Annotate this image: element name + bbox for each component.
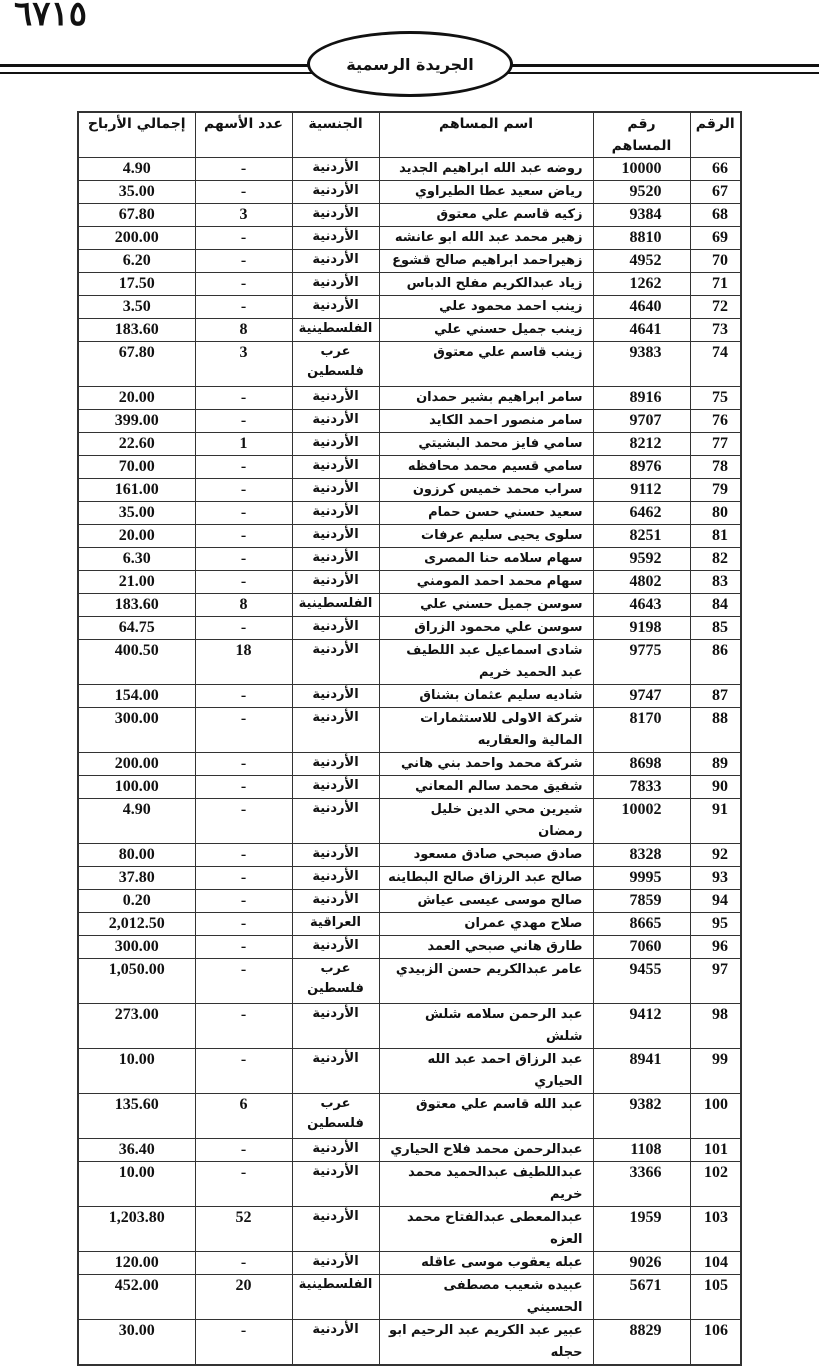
table-row — [78, 342, 741, 387]
cell-share-count: - — [195, 571, 292, 594]
cell-share-count: - — [195, 525, 292, 548]
cell-index: 93 — [690, 867, 741, 890]
cell-nationality: الأردنية — [292, 1252, 379, 1275]
cell-shareholder-number: 8170 — [593, 708, 690, 753]
table-row — [78, 685, 741, 708]
cell-nationality: الأردنية — [292, 479, 379, 502]
cell-shareholder-number: 6462 — [593, 502, 690, 525]
cell-shareholder-number: 9112 — [593, 479, 690, 502]
table-row — [78, 1207, 741, 1252]
cell-shareholder-name: شيرين محي الدين خليل رمضان — [379, 799, 593, 844]
cell-total-profit: 70.00 — [78, 456, 195, 479]
cell-shareholder-name: عبير عبد الكريم عبد الرحيم ابو حجله — [379, 1320, 593, 1366]
cell-shareholder-number: 7859 — [593, 890, 690, 913]
table-row — [78, 273, 741, 296]
cell-shareholder-name: روضه عبد الله ابراهيم الجديد — [379, 158, 593, 181]
cell-shareholder-name: صادق صبحي صادق مسعود — [379, 844, 593, 867]
cell-nationality: الفلسطينية — [292, 594, 379, 617]
cell-total-profit: 452.00 — [78, 1275, 195, 1320]
cell-share-count: 3 — [195, 204, 292, 227]
cell-index: 94 — [690, 890, 741, 913]
table-body — [78, 158, 741, 1366]
table-row — [78, 1139, 741, 1162]
cell-share-count: - — [195, 867, 292, 890]
cell-nationality: عرب فلسطين — [292, 959, 379, 1004]
cell-total-profit: 80.00 — [78, 844, 195, 867]
table-row — [78, 1094, 741, 1139]
cell-share-count: - — [195, 1320, 292, 1366]
cell-shareholder-name: عامر عبدالكريم حسن الزبيدي — [379, 959, 593, 1004]
cell-total-profit: 183.60 — [78, 319, 195, 342]
cell-index: 91 — [690, 799, 741, 844]
cell-index: 104 — [690, 1252, 741, 1275]
cell-nationality: الأردنية — [292, 685, 379, 708]
cell-total-profit: 200.00 — [78, 753, 195, 776]
cell-shareholder-number: 8698 — [593, 753, 690, 776]
cell-shareholder-number: 4643 — [593, 594, 690, 617]
cell-share-count: - — [195, 1252, 292, 1275]
cell-total-profit: 20.00 — [78, 387, 195, 410]
cell-index: 67 — [690, 181, 741, 204]
cell-index: 87 — [690, 685, 741, 708]
cell-nationality: الأردنية — [292, 204, 379, 227]
table-row — [78, 181, 741, 204]
cell-shareholder-name: عبدالرحمن محمد فلاح الحياري — [379, 1139, 593, 1162]
table-row — [78, 250, 741, 273]
cell-index: 90 — [690, 776, 741, 799]
table-row — [78, 753, 741, 776]
cell-index: 73 — [690, 319, 741, 342]
cell-shareholder-name: صالح عبد الرزاق صالح البطاينه — [379, 867, 593, 890]
cell-share-count: - — [195, 502, 292, 525]
cell-total-profit: 400.50 — [78, 640, 195, 685]
cell-share-count: - — [195, 456, 292, 479]
table-row — [78, 913, 741, 936]
cell-nationality: الأردنية — [292, 1049, 379, 1094]
cell-share-count: - — [195, 250, 292, 273]
cell-nationality: الأردنية — [292, 936, 379, 959]
cell-nationality: الأردنية — [292, 273, 379, 296]
table-row — [78, 1275, 741, 1320]
cell-shareholder-name: رياض سعيد عطا الطيراوي — [379, 181, 593, 204]
cell-total-profit: 273.00 — [78, 1004, 195, 1049]
cell-nationality: الأردنية — [292, 640, 379, 685]
cell-share-count: 8 — [195, 594, 292, 617]
cell-shareholder-number: 9520 — [593, 181, 690, 204]
cell-nationality: عرب فلسطين — [292, 1094, 379, 1139]
cell-total-profit: 67.80 — [78, 204, 195, 227]
cell-total-profit: 135.60 — [78, 1094, 195, 1139]
cell-index: 88 — [690, 708, 741, 753]
cell-total-profit: 35.00 — [78, 502, 195, 525]
cell-total-profit: 35.00 — [78, 181, 195, 204]
shareholders-table — [77, 111, 742, 1366]
cell-index: 82 — [690, 548, 741, 571]
table-row — [78, 799, 741, 844]
cell-index: 71 — [690, 273, 741, 296]
cell-share-count: - — [195, 799, 292, 844]
cell-shareholder-name: شاديه سليم عثمان بشناق — [379, 685, 593, 708]
cell-share-count: - — [195, 913, 292, 936]
cell-nationality: الأردنية — [292, 890, 379, 913]
cell-shareholder-number: 1262 — [593, 273, 690, 296]
cell-shareholder-name: عبداللطيف عبدالحميد محمد خريم — [379, 1162, 593, 1207]
cell-nationality: العراقية — [292, 913, 379, 936]
table-row — [78, 548, 741, 571]
cell-index: 70 — [690, 250, 741, 273]
cell-shareholder-number: 8665 — [593, 913, 690, 936]
table-row — [78, 890, 741, 913]
cell-total-profit: 4.90 — [78, 799, 195, 844]
cell-shareholder-name: عبيده شعيب مصطفى الحسيني — [379, 1275, 593, 1320]
cell-shareholder-number: 7833 — [593, 776, 690, 799]
cell-index: 77 — [690, 433, 741, 456]
table-row — [78, 1004, 741, 1049]
cell-shareholder-number: 9026 — [593, 1252, 690, 1275]
cell-nationality: الأردنية — [292, 1320, 379, 1366]
cell-nationality: الأردنية — [292, 844, 379, 867]
cell-share-count: - — [195, 1004, 292, 1049]
table-row — [78, 296, 741, 319]
table-row — [78, 227, 741, 250]
table-row — [78, 479, 741, 502]
shareholders-table-container — [77, 111, 740, 1366]
cell-nationality: الأردنية — [292, 1162, 379, 1207]
cell-total-profit: 17.50 — [78, 273, 195, 296]
cell-nationality: الأردنية — [292, 502, 379, 525]
cell-share-count: - — [195, 1139, 292, 1162]
cell-shareholder-name: شركة الاولى للاستثمارات المالية والعقاريه — [379, 708, 593, 753]
cell-total-profit: 36.40 — [78, 1139, 195, 1162]
cell-shareholder-number: 9198 — [593, 617, 690, 640]
cell-shareholder-number: 9384 — [593, 204, 690, 227]
table-row — [78, 617, 741, 640]
cell-total-profit: 1,203.80 — [78, 1207, 195, 1252]
cell-shareholder-number: 9707 — [593, 410, 690, 433]
cell-shareholder-name: طارق هاني صبحي العمد — [379, 936, 593, 959]
table-row — [78, 844, 741, 867]
cell-shareholder-name: شركة محمد واحمد بني هاني — [379, 753, 593, 776]
cell-total-profit: 67.80 — [78, 342, 195, 387]
cell-index: 102 — [690, 1162, 741, 1207]
column-header-index: الرقم — [690, 112, 741, 158]
table-row — [78, 1049, 741, 1094]
table-row — [78, 594, 741, 617]
cell-total-profit: 399.00 — [78, 410, 195, 433]
cell-shareholder-number: 4952 — [593, 250, 690, 273]
cell-share-count: - — [195, 959, 292, 1004]
cell-shareholder-number: 9383 — [593, 342, 690, 387]
cell-index: 103 — [690, 1207, 741, 1252]
cell-share-count: - — [195, 708, 292, 753]
cell-share-count: 1 — [195, 433, 292, 456]
column-header-shareholder-name: اسم المساهم — [379, 112, 593, 158]
cell-index: 79 — [690, 479, 741, 502]
cell-share-count: 6 — [195, 1094, 292, 1139]
cell-shareholder-name: زهير محمد عبد الله ابو عانشه — [379, 227, 593, 250]
column-header-shareholder-number: رقم المساهم — [593, 112, 690, 158]
cell-nationality: الأردنية — [292, 525, 379, 548]
cell-total-profit: 22.60 — [78, 433, 195, 456]
cell-shareholder-name: سامي فايز محمد البشيتي — [379, 433, 593, 456]
cell-total-profit: 100.00 — [78, 776, 195, 799]
cell-share-count: - — [195, 181, 292, 204]
cell-shareholder-number: 10000 — [593, 158, 690, 181]
cell-index: 81 — [690, 525, 741, 548]
cell-shareholder-number: 7060 — [593, 936, 690, 959]
cell-shareholder-name: سلوى يحيى سليم عرفات — [379, 525, 593, 548]
cell-total-profit: 4.90 — [78, 158, 195, 181]
cell-shareholder-name: سوسن علي محمود الزراق — [379, 617, 593, 640]
cell-shareholder-name: شفيق محمد سالم المعاني — [379, 776, 593, 799]
cell-nationality: الأردنية — [292, 617, 379, 640]
page-number: ٦٧١٥ — [14, 0, 88, 34]
table-row — [78, 936, 741, 959]
cell-shareholder-name: عبد الرزاق احمد عبد الله الحياري — [379, 1049, 593, 1094]
cell-share-count: - — [195, 387, 292, 410]
cell-total-profit: 154.00 — [78, 685, 195, 708]
table-row — [78, 525, 741, 548]
cell-shareholder-name: سعيد حسني حسن حمام — [379, 502, 593, 525]
cell-shareholder-name: شادى اسماعيل عبد اللطيف عبد الحميد خريم — [379, 640, 593, 685]
cell-shareholder-number: 9412 — [593, 1004, 690, 1049]
cell-total-profit: 37.80 — [78, 867, 195, 890]
cell-total-profit: 64.75 — [78, 617, 195, 640]
table-row — [78, 1252, 741, 1275]
table-header-row — [78, 112, 741, 158]
cell-nationality: الأردنية — [292, 799, 379, 844]
cell-shareholder-number: 9747 — [593, 685, 690, 708]
cell-index: 68 — [690, 204, 741, 227]
cell-share-count: - — [195, 753, 292, 776]
cell-total-profit: 6.30 — [78, 548, 195, 571]
cell-shareholder-name: سامر ابراهيم بشير حمدان — [379, 387, 593, 410]
cell-index: 74 — [690, 342, 741, 387]
cell-total-profit: 6.20 — [78, 250, 195, 273]
cell-shareholder-name: سامر منصور احمد الكايد — [379, 410, 593, 433]
table-row — [78, 387, 741, 410]
cell-nationality: الأردنية — [292, 158, 379, 181]
cell-nationality: الفلسطينية — [292, 1275, 379, 1320]
cell-nationality: الأردنية — [292, 433, 379, 456]
cell-shareholder-name: صالح موسى عيسى عياش — [379, 890, 593, 913]
cell-nationality: الأردنية — [292, 571, 379, 594]
cell-share-count: - — [195, 548, 292, 571]
column-header-nationality: الجنسية — [292, 112, 379, 158]
cell-shareholder-name: سهام سلامه حنا المصرى — [379, 548, 593, 571]
cell-nationality: الأردنية — [292, 708, 379, 753]
cell-nationality: الأردنية — [292, 1207, 379, 1252]
cell-total-profit: 2,012.50 — [78, 913, 195, 936]
cell-shareholder-number: 8829 — [593, 1320, 690, 1366]
cell-share-count: - — [195, 479, 292, 502]
table-row — [78, 776, 741, 799]
cell-share-count: - — [195, 158, 292, 181]
cell-index: 84 — [690, 594, 741, 617]
cell-shareholder-number: 8251 — [593, 525, 690, 548]
cell-shareholder-number: 4641 — [593, 319, 690, 342]
cell-share-count: - — [195, 296, 292, 319]
cell-shareholder-number: 3366 — [593, 1162, 690, 1207]
cell-shareholder-name: عبد الله قاسم علي معتوق — [379, 1094, 593, 1139]
cell-share-count: - — [195, 776, 292, 799]
cell-shareholder-name: عبد الرحمن سلامه شلش شلش — [379, 1004, 593, 1049]
table-row — [78, 959, 741, 1004]
gazette-title: الجريدة الرسمية — [307, 31, 513, 97]
cell-shareholder-number: 8328 — [593, 844, 690, 867]
cell-total-profit: 10.00 — [78, 1049, 195, 1094]
table-row — [78, 502, 741, 525]
cell-index: 75 — [690, 387, 741, 410]
cell-shareholder-number: 10002 — [593, 799, 690, 844]
cell-nationality: الأردنية — [292, 456, 379, 479]
cell-total-profit: 183.60 — [78, 594, 195, 617]
cell-index: 98 — [690, 1004, 741, 1049]
table-row — [78, 410, 741, 433]
cell-nationality: الأردنية — [292, 181, 379, 204]
cell-index: 66 — [690, 158, 741, 181]
cell-share-count: - — [195, 1049, 292, 1094]
cell-share-count: 18 — [195, 640, 292, 685]
cell-shareholder-number: 8976 — [593, 456, 690, 479]
cell-share-count: - — [195, 227, 292, 250]
cell-index: 83 — [690, 571, 741, 594]
cell-nationality: الأردنية — [292, 753, 379, 776]
cell-share-count: - — [195, 617, 292, 640]
cell-index: 106 — [690, 1320, 741, 1366]
cell-index: 100 — [690, 1094, 741, 1139]
cell-shareholder-number: 1108 — [593, 1139, 690, 1162]
cell-shareholder-number: 9995 — [593, 867, 690, 890]
cell-shareholder-name: سهام محمد احمد المومني — [379, 571, 593, 594]
cell-shareholder-number: 9775 — [593, 640, 690, 685]
cell-total-profit: 10.00 — [78, 1162, 195, 1207]
table-row — [78, 456, 741, 479]
cell-shareholder-number: 9455 — [593, 959, 690, 1004]
cell-index: 78 — [690, 456, 741, 479]
cell-share-count: - — [195, 890, 292, 913]
cell-shareholder-name: عبدالمعطى عبدالفتاح محمد العزه — [379, 1207, 593, 1252]
cell-shareholder-name: زينب جميل حسني علي — [379, 319, 593, 342]
cell-index: 72 — [690, 296, 741, 319]
table-row — [78, 433, 741, 456]
cell-share-count: - — [195, 410, 292, 433]
cell-shareholder-name: صلاح مهدي عمران — [379, 913, 593, 936]
cell-total-profit: 30.00 — [78, 1320, 195, 1366]
cell-nationality: الفلسطينية — [292, 319, 379, 342]
table-row — [78, 867, 741, 890]
cell-shareholder-name: زهيراحمد ابراهيم صالح قشوع — [379, 250, 593, 273]
cell-shareholder-number: 8810 — [593, 227, 690, 250]
cell-share-count: - — [195, 1162, 292, 1207]
cell-nationality: الأردنية — [292, 387, 379, 410]
cell-nationality: الأردنية — [292, 1139, 379, 1162]
cell-index: 86 — [690, 640, 741, 685]
cell-nationality: عرب فلسطين — [292, 342, 379, 387]
cell-share-count: - — [195, 685, 292, 708]
cell-total-profit: 200.00 — [78, 227, 195, 250]
cell-index: 96 — [690, 936, 741, 959]
table-row — [78, 640, 741, 685]
cell-share-count: - — [195, 936, 292, 959]
cell-index: 101 — [690, 1139, 741, 1162]
cell-index: 80 — [690, 502, 741, 525]
cell-nationality: الأردنية — [292, 227, 379, 250]
cell-index: 85 — [690, 617, 741, 640]
cell-total-profit: 161.00 — [78, 479, 195, 502]
table-row — [78, 1320, 741, 1366]
cell-shareholder-number: 4802 — [593, 571, 690, 594]
cell-shareholder-name: سوسن جميل حسني علي — [379, 594, 593, 617]
cell-index: 97 — [690, 959, 741, 1004]
cell-index: 89 — [690, 753, 741, 776]
table-row — [78, 571, 741, 594]
cell-index: 92 — [690, 844, 741, 867]
cell-total-profit: 300.00 — [78, 936, 195, 959]
cell-shareholder-number: 9382 — [593, 1094, 690, 1139]
cell-shareholder-number: 9592 — [593, 548, 690, 571]
cell-shareholder-name: زينب احمد محمود علي — [379, 296, 593, 319]
cell-total-profit: 20.00 — [78, 525, 195, 548]
cell-index: 99 — [690, 1049, 741, 1094]
cell-shareholder-name: سامي قسيم محمد محافظه — [379, 456, 593, 479]
cell-share-count: 3 — [195, 342, 292, 387]
cell-total-profit: 120.00 — [78, 1252, 195, 1275]
cell-nationality: الأردنية — [292, 776, 379, 799]
cell-index: 69 — [690, 227, 741, 250]
cell-share-count: 8 — [195, 319, 292, 342]
cell-shareholder-number: 4640 — [593, 296, 690, 319]
cell-shareholder-name: زكيه قاسم علي معتوق — [379, 204, 593, 227]
cell-total-profit: 300.00 — [78, 708, 195, 753]
cell-share-count: - — [195, 844, 292, 867]
table-row — [78, 204, 741, 227]
cell-nationality: الأردنية — [292, 296, 379, 319]
cell-total-profit: 3.50 — [78, 296, 195, 319]
cell-index: 105 — [690, 1275, 741, 1320]
table-row — [78, 708, 741, 753]
column-header-share-count: عدد الأسهم — [195, 112, 292, 158]
cell-nationality: الأردنية — [292, 1004, 379, 1049]
cell-shareholder-name: زياد عبدالكريم مفلح الدباس — [379, 273, 593, 296]
cell-total-profit: 0.20 — [78, 890, 195, 913]
cell-shareholder-number: 8941 — [593, 1049, 690, 1094]
cell-index: 76 — [690, 410, 741, 433]
cell-nationality: الأردنية — [292, 867, 379, 890]
cell-shareholder-number: 8212 — [593, 433, 690, 456]
cell-nationality: الأردنية — [292, 548, 379, 571]
cell-index: 95 — [690, 913, 741, 936]
cell-share-count: - — [195, 273, 292, 296]
cell-nationality: الأردنية — [292, 250, 379, 273]
cell-total-profit: 21.00 — [78, 571, 195, 594]
table-row — [78, 158, 741, 181]
table-row — [78, 319, 741, 342]
cell-shareholder-number: 5671 — [593, 1275, 690, 1320]
cell-shareholder-name: سراب محمد خميس كرزون — [379, 479, 593, 502]
cell-total-profit: 1,050.00 — [78, 959, 195, 1004]
cell-share-count: 20 — [195, 1275, 292, 1320]
cell-nationality: الأردنية — [292, 410, 379, 433]
cell-shareholder-name: زينب قاسم علي معتوق — [379, 342, 593, 387]
cell-share-count: 52 — [195, 1207, 292, 1252]
cell-shareholder-name: عبله يعقوب موسى عاقله — [379, 1252, 593, 1275]
cell-shareholder-number: 1959 — [593, 1207, 690, 1252]
cell-shareholder-number: 8916 — [593, 387, 690, 410]
column-header-total-profit: إجمالي الأرباح — [78, 112, 195, 158]
